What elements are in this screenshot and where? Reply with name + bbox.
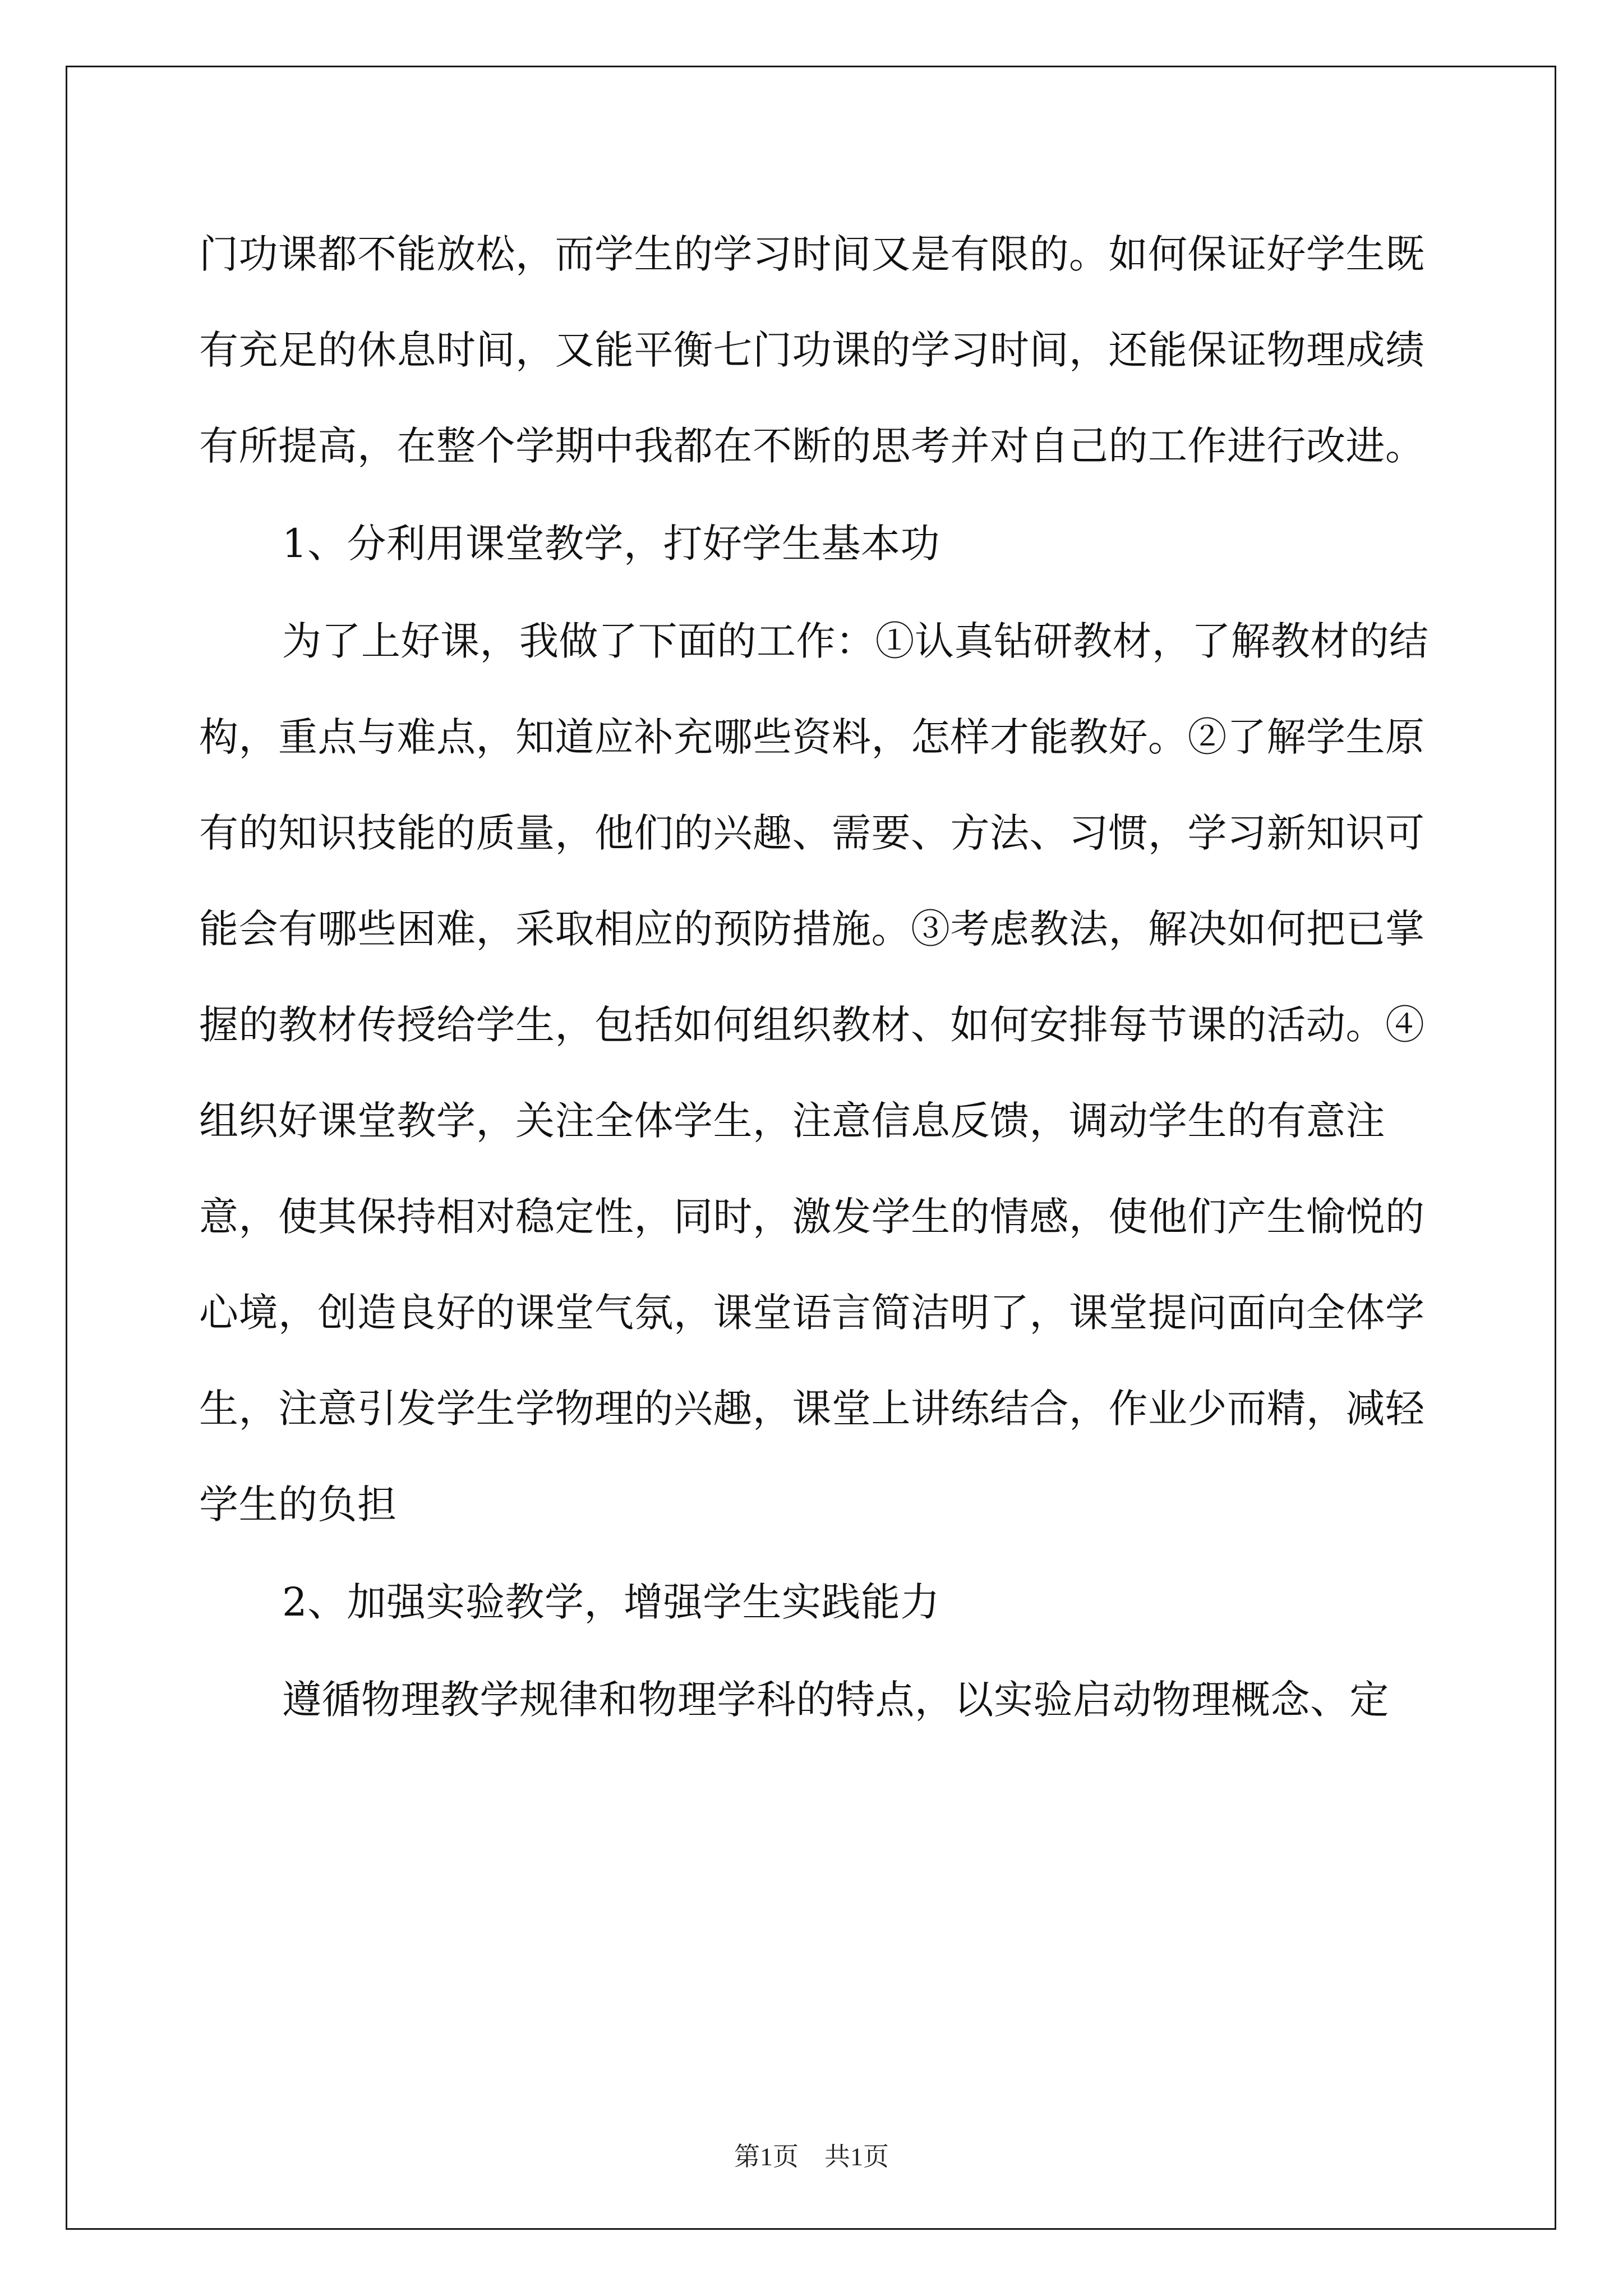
paragraph-experiment: 遵循物理教学规律和物理学科的特点，以实验启动物理概念、定	[282, 1677, 1389, 1723]
paragraph-continuation: 门功课都不能放松，而学生的学习时间又是有限的。如何保证好学生既有充足的休息时间，又能平衡七门功课的学习时间，还能保证物理成绩有所提高，在整个学期中我都在不断的思考并对自己的工作进行改进。	[199, 231, 1425, 469]
document-body	[199, 206, 1433, 1750]
paragraph-lesson-prep: 为了上好课，我做了下面的工作：①认真钻研教材，了解教材的结构，重点与难点，知道应补充哪些资料，怎样才能教好。②了解学生原有的知识技能的质量，他们的兴趣、需要、方法、习惯，学习新知识可能会有哪些困难，采取相应的预防措施。③考虑教法，解决如何把已掌握的教材传授给学生，包括如何组织教材、如何安排每节课的活动。④ 组织好课堂教学，关注全体学生，注意信息反馈，调动学生的有意注意，使其保持相对稳定性，同时，激发学生的情感，使他们产生愉悦的心境，创造良好的课堂气氛，课堂语言简洁明了，课堂提问面向全体学生，注意引发学生学物理的兴趣，课堂上讲练结合，作业少而精，减轻学生的负担	[199, 618, 1429, 1527]
section-heading-1: 1、分利用课堂教学，打好学生基本功	[282, 521, 940, 567]
section-heading-2: 2、加强实验教学，增强学生实践能力	[282, 1579, 940, 1625]
page-footer: 第1页 共1页	[734, 2142, 889, 2171]
